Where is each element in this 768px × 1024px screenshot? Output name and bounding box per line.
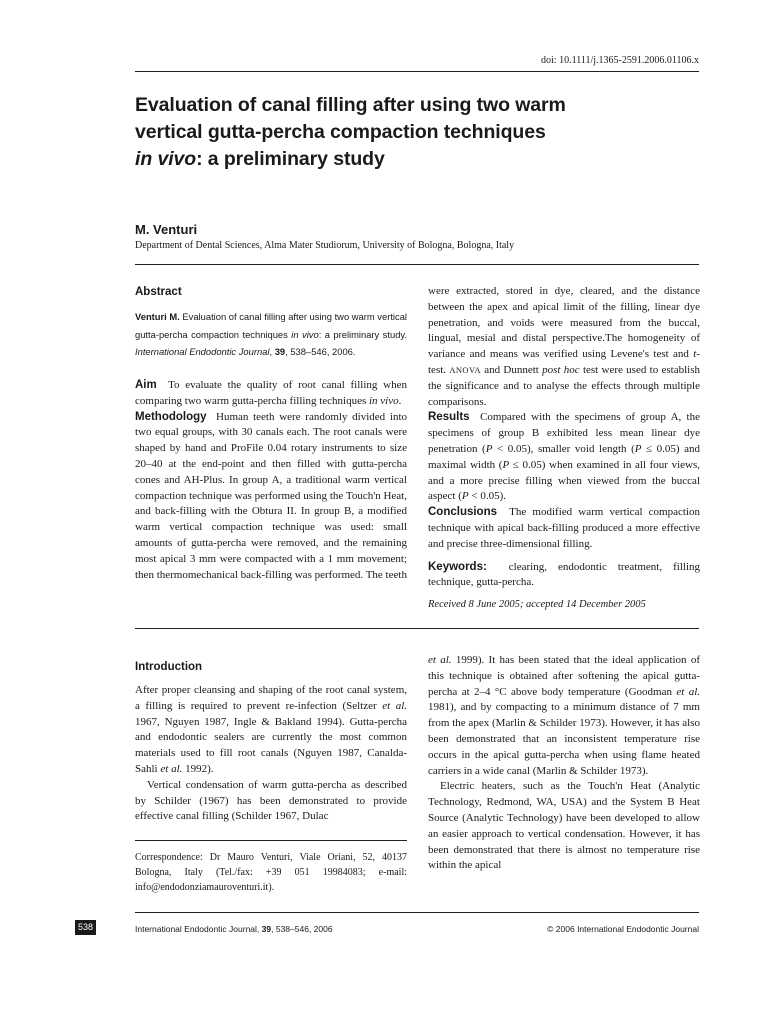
etal-italic: et al. [676,685,700,698]
footer-volume: 39 [261,924,272,934]
citation-journal: International Endodontic Journal [135,346,270,357]
author-affiliation: Department of Dental Sciences, Alma Mater Studiorum, University of Bologna, Bologna, Italy [135,240,515,251]
citation-volume: 39 [274,346,286,357]
introduction-right-column [428,653,700,874]
abstract-heading: Abstract [135,286,182,298]
footer-pages: , 538–546, 2006 [271,924,333,934]
aim-label: Aim [135,379,157,391]
abstract-right-column [428,284,700,591]
title-italic: in vivo [135,148,197,170]
citation-text: : a preliminary study. [318,328,407,340]
p-italic: P [461,490,469,503]
footnote-rule [135,840,407,841]
keywords-label: Keywords: [428,560,487,573]
aim-text: To evaluate the quality of root canal filling when comparing two warm gutta-percha filling techniques [135,379,407,407]
received-dates: Received 8 June 2005; accepted 14 December 2005 [428,599,646,610]
intro-text: 1999). It has been stated that the ideal application of this technique is obtained after softening the apical gutta-percha at 2–4 °C above body temperature (Goodman [428,654,701,698]
etal-italic: et al. [382,699,407,712]
title-line-2: vertical gutta-percha compaction techniques [135,121,546,143]
introduction-heading: Introduction [135,661,203,673]
methodology-cont-text: test were used to establish the significance and to analyse the effects through multiple comparisons. [428,363,700,408]
abstract-top-rule [135,264,699,265]
intro-paragraph-2: Vertical condensation of warm gutta-percha as described by Schilder (1967) has been demonstrated to provide effective canal filling (Schilder 1967, Dulac [135,778,407,823]
footer-rule [135,912,699,913]
citation-italic: in vivo [291,328,319,340]
results-text: Compared with the specimens of group A, the specimens of group B exhibited less mean linear dye penetration ( [428,411,700,455]
header-rule [135,71,699,72]
citation-text: , 538–546, 2006. [285,346,356,357]
results-text: < 0.05), smaller void length ( [492,442,635,455]
intro-text: 1992). [182,762,214,775]
conclusions-label: Conclusions [428,506,498,519]
anova-smallcaps: ANOVA [449,364,481,375]
abstract-citation [135,308,407,361]
methodology-continued [428,284,700,410]
results-text: ≤ 0.05) when examined in all four views, and a more precise filling when viewed from the buccal aspect ( [428,458,700,503]
citation-text: , [269,346,275,357]
intro-paragraph-2-continued [428,653,700,779]
intro-text: 1981), and by compacting to a minimum distance of 7 mm from the apex (Marlin & Schilder 1973). However, it has also been demonstrated that an inconsistent temperature rise occurs in the apical gutta-percha when using flame heated carriers in a wide canal (Marlin & Schilder 1973). [428,701,700,777]
intro-text: After proper cleansing and shaping of the root canal system, a filling is required to prevent re-infection (Seltzer [135,684,407,712]
methodology-text: Human teeth were randomly divided into two equal groups, with 30 canals each. The root canals were shaped by hand and ProFile 0.04 rotary instruments to size 20–40 at the end-point and then filled with gutta-percha cones and AH-Plus. In group A, a traditional warm vertical compaction technique was performed using the Touch'n Heat, and back-filling with the Obtura II. In group B, a modified warm vertical compaction technique was used: small amounts of gutta-percha were removed, and the remaining most apical 3 mm were compacted with a 1 mm movement; then thermomechanical back-filling was performed. The teeth [135,410,408,581]
abstract-aim [135,378,407,410]
page-number: 538 [75,920,96,935]
aim-italic: in vivo [368,394,399,407]
methodology-cont-text: and Dunnett [480,363,543,376]
results-text: < 0.05). [468,490,507,503]
author-name: M. Venturi [135,222,198,237]
posthoc-italic: post hoc [542,363,580,376]
footer-copyright: © 2006 International Endodontic Journal [547,924,699,934]
doi-text: doi: 10.1111/j.1365-2591.2006.01106.x [541,55,699,66]
keywords-text: clearing, endodontic treatment, filling technique, gutta-percha. [428,560,700,589]
methodology-cont-text: were extracted, stored in dye, cleared, and the distance between the apex and apical limit of the filling, linear dye penetration, and voids were measured from the buccal, lingual, mesial and distal perspective.The homogeneity of variance and means was verified using Levene's test and [428,285,700,361]
intro-paragraph-1 [135,683,407,778]
abstract-keywords [428,560,700,592]
aim-end: . [398,394,402,407]
abstract-bottom-rule [135,628,699,629]
article-title [135,92,705,173]
abstract-left-column [135,378,407,583]
correspondence-note: Correspondence: Dr Mauro Venturi, Viale Oriani, 52, 40137 Bologna, Italy (Tel./fax: +39 051 19984083; e-mail: info@endodonziamauroventuri.it). [135,852,407,893]
introduction-left-column [135,683,407,825]
citation-author: Venturi M. [135,311,180,322]
etal-italic: et al. [160,762,183,775]
intro-paragraph-3: Electric heaters, such as the Touch'n Heat (Analytic Technology, Redmond, WA, USA) and the System B Heat Source (Analytic Technology) have been developed to allow an easier approach to vertical condensation. However, it has been demonstrated that there is almost no temperature rise within the apical [428,780,700,872]
conclusions-text: The modified warm vertical compaction technique with apical back-filling produced a more effective and precise three-dimensional filling. [428,506,700,550]
methodology-cont-text: -test. [428,348,700,376]
etal-italic: et al. [428,654,452,666]
t-italic: t [693,348,697,361]
p-italic: P [485,442,493,455]
abstract-conclusions [428,505,700,552]
title-line-3 [135,146,705,173]
p-italic: P [634,442,642,455]
abstract-methodology [135,410,407,584]
results-label: Results [428,411,470,424]
title-line-3-rest: : a preliminary study [196,148,385,170]
abstract-results [428,410,700,505]
intro-text: 1967, Nguyen 1987, Ingle & Bakland 1994). Gutta-percha and endodontic sealers are currently the most common materials used to fill root canals (Nguyen 1987, Canalda-Sahli [135,715,407,775]
footer-journal-name: International Endodontic Journal, [135,924,262,934]
footer-journal [135,924,333,934]
results-text: ≤ 0.05) and maximal width ( [428,442,700,471]
citation-text: Evaluation of canal filling after using two warm vertical gutta-percha compaction techniques [135,311,407,340]
methodology-label: Methodology [135,410,207,423]
p-italic: P [502,458,510,471]
title-line-1: Evaluation of canal filling after using two warm [135,94,566,116]
